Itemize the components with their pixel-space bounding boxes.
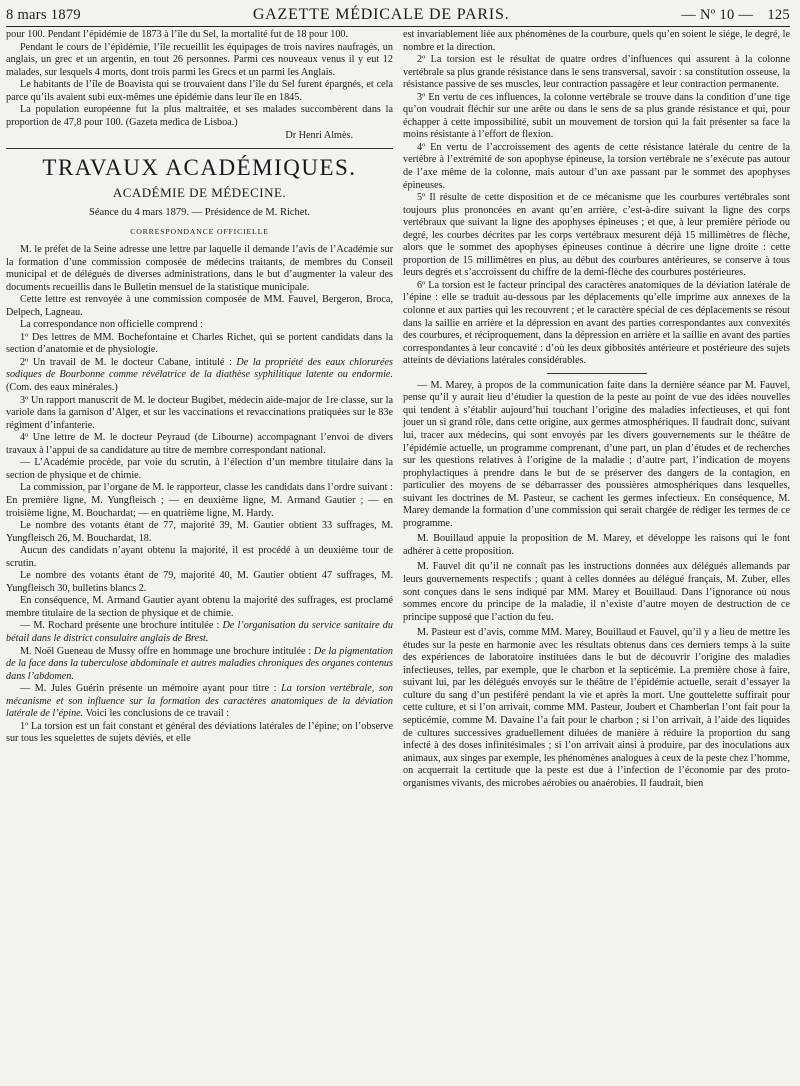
paragraph: Le nombre des votants étant de 79, majorité 40, M. Gautier obtient 47 suffrages, M. Yungfleisch 30, bulletins blancs 2. (6, 570, 393, 594)
paragraph: 5º Il résulte de cette disposition et de ce mécanisme que les courbures vertébrales sont toujours plus prononcées en avant qu’en arrière, c’est-à-dire suivant la ligne des corps vertébraux que suivant la ligne des apophyses épineuses ; et que, à leur première période ou degré, les courbes décrites par les corps vertébraux mesurent déjà 15 millimètres de flèche, alors que le sommet des apophyses épineuses continue à décrire une ligne droite : cette proportion de 15 millimètres en plus, au début des courbures antérieures, se conserve à tous leurs degrés et s’accroissent du chiffre de la demi-flèche des courbures postérieures. (403, 192, 790, 279)
divider (6, 148, 393, 149)
text-run: — M. Jules Guérin présente un mémoire ayant pour titre : (20, 683, 282, 695)
paragraph: — L’Académie procède, par voie du scrutin, à l’élection d’un membre titulaire dans la section de physique et de chimie. (6, 457, 393, 481)
paragraph: Le nombre des votants étant de 77, majorité 39, M. Gautier obtient 33 suffrages, M. Yungfleisch 26, M. Bouchardat, 18. (6, 520, 393, 544)
paragraph: 1º Des lettres de MM. Bochefontaine et Charles Richet, qui se portent candidats dans la section d’anatomie et de physiologie. (6, 331, 393, 356)
title-italic: La torsion vertébrale, son mécanisme et son influence sur la formation des caractères anatomiques de la déviation latérale de l’épine. (6, 683, 393, 720)
paragraph: La population européenne fut la plus maltraitée, et ses malades succombèrent dans la proportion de 47,8 pour 100. (Gazeta medica de Lisboa.) (6, 104, 393, 128)
header-date: 8 mars 1879 (6, 7, 81, 23)
text-run: — M. Rochard présente une brochure intitulée : (20, 620, 223, 632)
page-header (6, 6, 790, 27)
paragraph: M. Fauvel dit qu’il ne connaît pas les instructions données aux délégués allemands par leurs gouvernements respectifs ; quant à celles données au délégué français, M. Zuber, elles sont conçues dans le sens indiqué par MM. Marey et Bouillaud. Dans l’ignorance où nous sommes encore du principe de la maladie, il n’existe d’autre moyen de destruction de ce principe supposé que l’action du feu. (403, 561, 790, 623)
header-right (681, 6, 790, 24)
paragraph: 3º En vertu de ces influences, la colonne vertébrale se trouve dans la condition d’une tige qu’on voudrait fléchir sur une arête ou dans le sens de sa plus grande résistance et qui, pour échapper à cette impossibilité, subit un mouvement de torsion qui la fait présenter sa face la moins résistante à l’effort de flexion. (403, 91, 790, 141)
journal-title: GAZETTE MÉDICALE DE PARIS. (252, 6, 510, 23)
text-run: M. Noël Gueneau de Mussy offre en hommage une brochure intitulée : (20, 645, 314, 657)
paragraph: pour 100. Pendant l’épidémie de 1873 à l’île du Sel, la mortalité fut de 18 pour 100. (6, 29, 349, 40)
paragraph: La commission, par l’organe de M. le rapporteur, classe les candidats dans l’ordre suivant : En première ligne, M. Yungfleisch ; — en deuxième ligne, M. Armand Gautier ; — en troisième ligne, M. Bouchardat; — en quatrième ligne, M. Hardy. (6, 482, 393, 519)
section-title: TRAVAUX ACADÉMIQUES. (42, 154, 357, 180)
paragraph: En conséquence, M. Armand Gautier ayant obtenu la majorité des suffrages, est proclamé membre titulaire de la section de physique et de chimie. (6, 595, 393, 619)
paragraph: 3º Un rapport manuscrit de M. le docteur Bugibet, médecin aide-major de 1re classe, sur la variole dans la garnison d’Alger, et sur les vaccinations et revaccinations pratiquées sur le 83e régiment d’infanterie. (6, 394, 393, 431)
divider (547, 373, 647, 374)
paragraph (6, 357, 393, 395)
paragraph: M. Bouillaud appuie la proposition de M. Marey, et développe les raisons qui le font adhérer à cette proposition. (403, 533, 790, 557)
paragraph: 2º La torsion est le résultat de quatre ordres d’influences qui assurent à la colonne vertébrale sa plus grande résistance dans le sens transversal, savoir : sa constitution osseuse, la résistance passive de ses muscles, leur contraction passagère et leur contraction permanente. (403, 54, 790, 91)
paragraph: 6º La torsion est le facteur principal des caractères anatomiques de la déviation latérale de l’épine : elle se traduit au-dessous par les déplacements qu’elle imprime aux annexes de la colonne et aux parties qui les recouvrent ; et le caractère spécial de ces déplacements se résout dans la saillie en arrière et la dépression en avant des parties correspondantes aux convexités des courbures, et réciproquement, dans la dépression en arrière et la saillie en avant des parties correspondantes à leur concavité : d’où les deux gibbosités antérieure et postérieure des sujets atteints de déviations latérales considérables. (403, 279, 790, 367)
paragraph: M. Pasteur est d’avis, comme MM. Marey, Bouillaud et Fauvel, qu’il y a lieu de mettre les études sur la peste en harmonie avec les résultats obtenus dans ces derniers temps à la suite des expériences de laboratoire instituées dans le but de découvrir l’origine des maladies infectieuses, telles, par exemple, que le charbon et la septicémie. La première chose à faire, suivant lui, par les délégués envoyés sur le théâtre de l’épidémie actuelle, serait d’essayer la culture du sang d’un pestiféré pendant la vie et après la mort. Une gouttelette suffirait pour cette culture, et si l’on arrivait, comme MM. Pasteur, Joubert et Chamberlan l’ont fait pour la septicémie, comme M. Davaine l’a fait pour le charbon ; si l’on arrivait, à l’aide des liquides de cultures successives graduellement diluées de manière à réduire la proportion du sang infecté à des doses infinitésimales ; si l’on arrivait ainsi à produire, par des inoculations aux animaux, aux singes par exemple, les phénomènes analogues à ceux de la peste chez l’homme, on acquerrait la certitude que la peste est due à l’infection de l’économie par des proto-organismes vivants, des microbes aérobies ou anaérobies. Il faudrait, bien (403, 627, 790, 789)
paragraph: 4º Une lettre de M. le docteur Peyraud (de Libourne) accompagnant l’envoi de divers travaux à l’appui de sa candidature au titre de membre correspondant national. (6, 432, 393, 456)
paragraph: Cette lettre est renvoyée à une commission composée de MM. Fauvel, Bergeron, Broca, Delpech, Lagneau. (6, 294, 393, 318)
paragraph: 4º En vertu de l’accroissement des agents de cette résistance latérale du centre de la vertèbre à l’extrémité de son apophyse épineuse, la torsion vertébrale ne s’exécute pas autour de l’axe même de la colonne, mais autour d’un axe passant par le sommet des apophyses épineuses. (403, 141, 790, 191)
paragraph: 1º La torsion est un fait constant et général des déviations latérales de l’épine; on l’observe sur tous les squelettes de sujets déviés, et elle (6, 720, 393, 745)
text-run: 2º Un travail de M. le docteur Cabane, intitulé : (20, 356, 237, 368)
session-line: Séance du 4 mars 1879. — Présidence de M. Richet. (88, 206, 311, 218)
correspondence-heading: CORRESPONDANCE OFFICIELLE (130, 227, 269, 237)
paragraph: Aucun des candidats n’ayant obtenu la majorité, il est procédé à un deuxième tour de scrutin. (6, 545, 393, 569)
paragraph: La correspondance non officielle comprend : (20, 319, 203, 331)
title-italic: De la propriété des eaux chlorurées sodiques de Bourbonne comme révélatrice de la diathèse syphilitique latente ou endormie. (6, 356, 393, 381)
paragraph (6, 683, 393, 721)
paragraph: M. le préfet de la Seine adresse une lettre par laquelle il demande l’avis de l’Académie sur la formation d’une commission composée de médecins traitants, de membres du Conseil municipal et de délégués de diverses administrations, dans le but d’augmenter la valeur des documents recueillis dans le Bulletin mensuel de la statistique municipale. (6, 244, 393, 293)
paragraph: est invariablement liée aux phénomènes de la courbure, quels qu’en soient le siége, le degré, le nombre et la direction. (403, 29, 790, 53)
columns (6, 29, 790, 790)
paragraph: Pendant le cours de l’épidémie, l’île recueillit les équipages de trois navires naufragés, un anglais, un grec et un argentin, en tout 26 personnes. Parmi ces nouveaux venus il y eut 12 malades, sur lesquels 4 morts, dont trois parmi les Grecs et un parmi les Anglais. (6, 41, 393, 78)
paragraph: Le habitants de l’île de Boavista qui se trouvaient dans l’île du Sel furent épargnés, et cela parce qu’ils avaient subi eux-mêmes une épidémie dans leur île en 1845. (6, 79, 393, 103)
text-run: Voici les conclusions de ce travail : (83, 708, 230, 720)
title-italic: De l’organisation du service sanitaire du bétail dans le district consulaire anglais de Brest. (6, 620, 393, 644)
author-signature: Dr Henri Almès. (285, 130, 353, 142)
paragraph (6, 646, 393, 684)
right-column (403, 29, 790, 790)
academy-heading: ACADÉMIE DE MÉDECINE. (112, 184, 287, 200)
title-italic: De la pigmentation de la face dans la tuberculose abdominale et autres maladies chroniques des organes contenus dans l’abdomen. (6, 645, 393, 682)
left-column (6, 29, 393, 790)
text-run: (Com. des eaux minérales.) (6, 382, 118, 394)
page-number: 125 (767, 7, 790, 23)
issue-number: — Nº 10 — (681, 7, 754, 23)
paragraph (6, 620, 393, 645)
paragraph: — M. Marey, à propos de la communication faite dans la dernière séance par M. Fauvel, pense qu’il y aurait lieu d’étudier la question de la peste au point de vue des idées nouvelles qui tendent à s’établir aujourd’hui touchant l’origine des maladies infectieuses, et qui font jouer un si grand rôle, dans cette origine, aux germes atmosphériques. Il faudrait donc, suivant lui, tracer aux médecins, qui sont envoyés par les divers gouvernements sur le théâtre de l’épidémie actuelle, un programme comprenant, d’une part, un plan d’études et de recherches sur les questions relatives à l’origine de la maladie ; d’autre part, l’indication de moyens prophylactiques à prendre dans le but de se préserver des dangers de la contagion, en particulier des moyens de se débarrasser des poussières atmosphériques dans lesquelles, suivant les doctrines de M. Pasteur, se cachent les germes infectieux. En conséquence, M. Marey demande la formation d’une commission qui serait chargée de rédiger les termes de ce programme. (403, 379, 790, 529)
